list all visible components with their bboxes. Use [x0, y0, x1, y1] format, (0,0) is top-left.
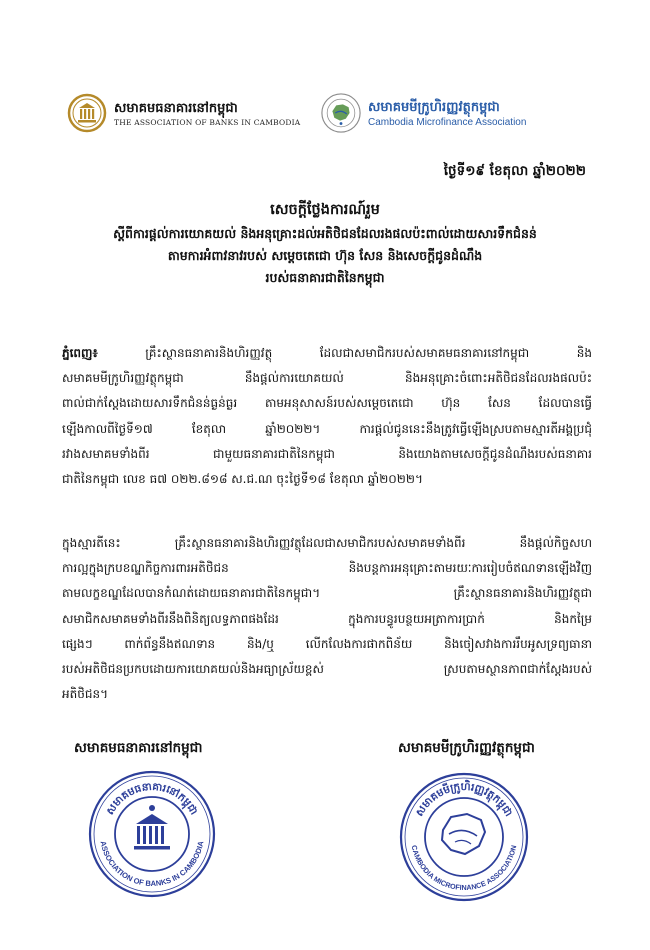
signature-name-cma: សមាគមមីក្រូហិរញ្ញវត្ថុកម្ពុជា [398, 740, 535, 756]
cma-stamp-text-km: សមាគមមីក្រូហិរញ្ញវត្ថុកម្ពុជា [413, 780, 515, 819]
cma-map-logo-icon [320, 92, 362, 134]
abc-stamp-emblem-icon [134, 805, 170, 850]
abc-stamp-text-en: ASSOCIATION OF BANKS IN CAMBODIA [98, 840, 206, 889]
paragraph-line: តាមលក្ខខណ្ឌដែលបានកំណត់ដោយធនាគារជាតិនៃកម្ពុជា។ គ្រឹះស្ថានធនាគារនិងហិរញ្ញវត្ថុជា [62, 586, 592, 601]
paragraph-line: ក្នុងស្មារតីនេះ គ្រឹះស្ថានធនាគារនិងហិរញ្ញវត្ថុដែលជាសមាជិករបស់សមាគមទាំងពីរ នឹងផ្តល់កិច្ចសហ [62, 536, 592, 550]
paragraph-line [62, 341, 592, 366]
abc-stamp [86, 768, 218, 904]
location-lead: ភ្នំពេញ៖ [62, 346, 98, 360]
paragraph-line: សមាជិកសមាគមទាំងពីរនឹងពិនិត្យលទ្ធភាពផងដែរ ក្នុងការបន្ធូរបន្ថយអត្រាការប្រាក់ និងកម្រៃ [62, 611, 592, 626]
paragraph-line: ជាតិនៃកម្ពុជា លេខ ធ៧ ០២២.៨១៨ ស.ជ.ណ ចុះថ្ងៃទី១៨ ខែតុលា ឆ្នាំ២០២២។ [62, 472, 423, 487]
abc-name-en: THE ASSOCIATION OF BANKS IN CAMBODIA [114, 117, 301, 127]
paragraph-line: របស់អតិថិជនប្រកបដោយការយោគយល់និងអធ្យាស្រ័យខ្ពស់ ស្របតាមស្ថានភាពជាក់ស្តែងរបស់ [62, 662, 592, 677]
title-line: របស់ធនាគារជាតិនៃកម្ពុជា [265, 270, 385, 285]
paragraph-text: គ្រឹះស្ថានធនាគារនិងហិរញ្ញវត្ថុ ដែលជាសមាជិករបស់សមាគមធនាគារនៅកម្ពុជា និង [145, 346, 592, 360]
abc-building-logo-icon [66, 92, 108, 134]
abc-name-km: សមាគមធនាគារនៅកម្ពុជា [114, 100, 238, 116]
cma-name-km: សមាគមមីក្រូហិរញ្ញវត្ថុកម្ពុជា [368, 99, 500, 115]
paragraph-line: អតិថិជន។ [62, 687, 108, 702]
signature-name-abc: សមាគមធនាគារនៅកម្ពុជា [74, 740, 203, 756]
paragraph-line: ពាល់ជាក់ស្តែងដោយសារទឹកជំនន់ធ្ងន់ធ្ងរ តាមអនុសាសន៍របស់សម្តេចតេជោ ហ៊ុន សែន ដែលបានធ្វើ [62, 396, 592, 411]
title-line: តាមការអំពាវនាវរបស់ សម្តេចតេជោ ហ៊ុន សែន និងសេចក្តីជូនដំណឹង [167, 248, 483, 263]
abc-header [66, 92, 300, 134]
paragraph-line: សមាគមមីក្រូហិរញ្ញវត្ថុកម្ពុជា នឹងផ្តល់ការយោគយល់ និងអនុគ្រោះចំពោះអតិថិជនដែលរងផលប៉ះ [62, 371, 592, 386]
cma-stamp-text-en: CAMBODIA MICROFINANCE ASSOCIATION [409, 844, 519, 893]
cma-stamp-map-icon [442, 814, 485, 854]
cma-stamp [397, 770, 531, 908]
paragraph-2 [62, 531, 592, 707]
paragraph-line: ផ្សេងៗ ពាក់ព័ន្ធនឹងឥណទាន និង/ឬ លើកលែងការផាកពិន័យ និងចៀសវាងការរឹបអូសទ្រព្យធានា [62, 636, 592, 651]
cma-name-en: Cambodia Microfinance Association [368, 116, 527, 128]
title-block [40, 197, 610, 289]
document-date: ថ្ងៃទី១៩ ខែតុលា ឆ្នាំ២០២២ [443, 163, 586, 179]
paragraph-line: ការល្អក្នុងក្របខណ្ឌកិច្ចការពារអតិថិជន និងបន្តការអនុគ្រោះតាមរយៈការរៀបចំឥណទានឡើងវិញ [62, 561, 592, 576]
title-line: ស្តីពីការផ្តល់ការយោគយល់ និងអនុគ្រោះដល់អតិថិជនដែលរងផលប៉ះពាល់ដោយសារទឹកជំនន់ [113, 226, 537, 241]
cma-header [320, 92, 526, 134]
svg-text:CAMBODIA MICROFINANCE ASSOCIAT [410, 844, 519, 892]
document-title: សេចក្តីថ្លែងការណ៍រួម [270, 202, 380, 218]
paragraph-line: ឡើងកាលពីថ្ងៃទី១៧ ខែតុលា ឆ្នាំ២០២២។ ការផ្តល់ជូននេះនឹងត្រូវធ្វើឡើងស្របតាមស្មារតីអង្គប្រជុំ [62, 421, 592, 436]
paragraph-line: រវាងសមាគមទាំងពីរ ជាមួយធនាគារជាតិនៃកម្ពុជា និងយោងតាមសេចក្តីជូនដំណឹងរបស់ធនាគារ [62, 446, 592, 461]
paragraph-1 [62, 341, 592, 492]
abc-stamp-text-km: សមាគមធនាគារនៅកម្ពុជា [104, 780, 200, 818]
